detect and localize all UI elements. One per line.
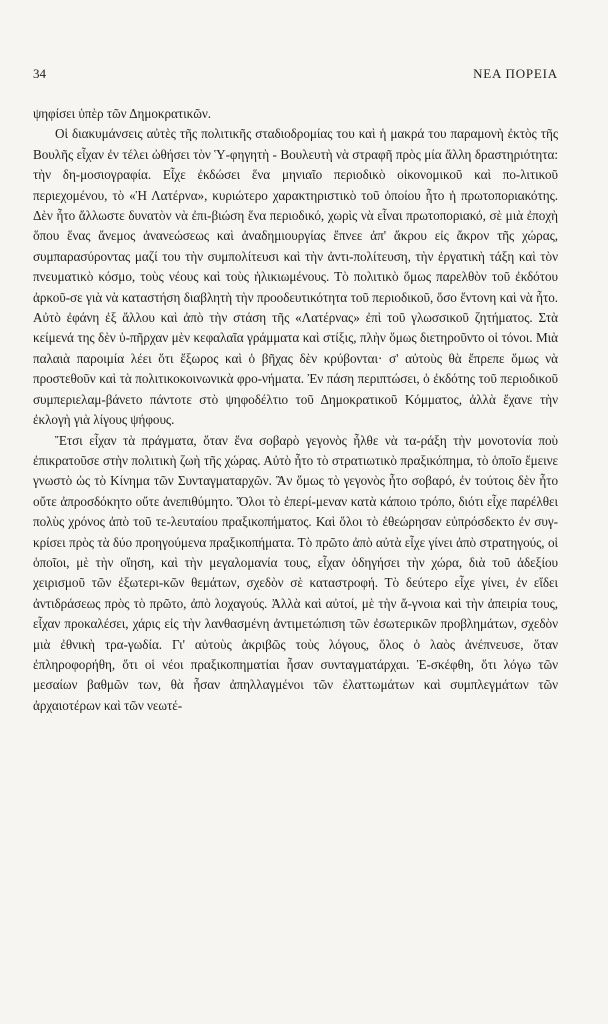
page-number: 34 <box>33 66 46 81</box>
paragraph: Οἱ διακυμάνσεις αὐτὲς τῆς πολιτικῆς σταδιοδρομίας του καὶ ἡ μακρά του παραμονὴ ἐκτὸς τῆς Βουλῆς εἶχαν ἐν τέλει ὠθήσει τὸν Ὑ-φηγητὴ - Βουλευτὴ νὰ στραφῆ πρὸς μία ἄλλη δραστηριότητα: τὴν δη-μοσιογραφία. Εἶχε ἐκδώσει ἕνα μηνιαῖο περιοδικὸ οἰκονομικοῦ καὶ πο-λιτικοῦ περιεχομένου, τὸ «Ἡ Λατέρνα», κυριώτερο χαρακτηριστικὸ τοῦ ὁποίου ἦτο ἡ πρωτοποριακότης. Δὲν ἦτο ἄλλωστε δυνατὸν νὰ ἐπι-βιώση ἕνα περιοδικό, χωρὶς νὰ εἶναι πρωτοποριακό, σὲ μιὰ ἐποχὴ ὅπου ἕνας ἄνεμος ἀνανεώσεως καὶ ἀναδημιουργίας ἔπνεε ἀπ' ἄκρου εἰς ἄκρον τῆς χώρας, συμπαρασύροντας μαζί του τὴν συμπολίτευσι καὶ τὴν ἀντι-πολίτευση, τὴν ἐργατικὴ τάξη καὶ τὸν πνευματικὸ κόσμο, τοὺς νέους καὶ τοὺς ἡλικιωμένους. Τὸ πολιτικὸ ὅμως παρελθὸν τοῦ ἐκδότου ἀρκοῦ-σε γιὰ νὰ καταστήση διαβλητὴ τὴν προοδευτικότητα τοῦ περιοδικοῦ, ὅσο ἔντονη καὶ νὰ ἦτο. Αὐτὸ ἐφάνη ἐξ ἄλλου καὶ ἀπὸ τὴν στάση τῆς «Λατέρνας» ἐπὶ τοῦ γλωσσικοῦ ζητήματος. Στὰ κείμενά της δὲν ὑ-πῆρχαν μὲν κεφαλαῖα γράμματα καὶ στίξις, πλὴν ὅμως διετηροῦντο οἱ τόνοι. Μιὰ παλαιὰ παροιμία λέει ὅτι ἔξωρος καὶ ὁ βῆχας δὲν κρύβονται· σ' αὐτοὺς θὰ ἔπρεπε ὅμως νὰ προστεθοῦν καὶ τὰ πολιτικοκοινωνικὰ φρο-νήματα. Ἐν πάση περιπτώσει, ὁ ἐκδότης τοῦ περιοδικοῦ συμπεριελαμ-βάνετο πάντοτε στὸ ψηφοδέλτιο τοῦ Δημοκρατικοῦ Κόμματος, ἀλλὰ ἔχανε τὴν ἐκλογὴ γιὰ λίγους ψήφους. <box>33 126 558 428</box>
page-header <box>33 66 558 84</box>
running-title: ΝΕΑ ΠΟΡΕΙΑ <box>473 66 558 81</box>
paragraph-continued: ψηφίσει ὑπὲρ τῶν Δημοκρατικῶν. <box>33 106 212 121</box>
paragraph: Ἔτσι εἶχαν τὰ πράγματα, ὅταν ἕνα σοβαρὸ γεγονὸς ἦλθε νὰ τα-ράξη τὴν μονοτονία ποὺ ἐπικρατοῦσε στὴν πολιτικὴ ζωὴ τῆς χώρας. Αὐτὸ ἦτο τὸ στρατιωτικὸ πραξικόπημα, τὸ ὁποῖο ἔμεινε γνωστὸ ὡς τὸ Κίνημα τῶν Συνταγματαρχῶν. Ἂν ὅμως τὸ γεγονὸς ἦτο σοβαρό, ἐν τούτοις δὲν ἦτο οὔτε ἀπροσδόκητο οὔτε ἀνεπιθύμητο. Ὅλοι τὸ ἐπερί-μεναν κατὰ κάποιο τρόπο, διότι εἶχε παρέλθει πολὺς χρόνος ἀπὸ τοῦ τε-λευταίου πραξικοπήματος. Καὶ ὅλοι τὸ ἐθεώρησαν εὐπρόσδεκτο ἐν συγ-κρίσει πρὸς τὰ δύο προηγούμενα πραξικοπήματα. Τὸ πρῶτο ἀπὸ αὐτὰ εἶχε γίνει ἀπὸ στρατηγούς, οἱ ὁποῖοι, μὲ τὴν οἴηση, καὶ τὴν μεγαλομανία τους, εἶχαν ὁδηγήσει τὴν χώρα, διὰ τοῦ ἀδεξίου χειρισμοῦ τῶν ἐξωτερι-κῶν θεμάτων, σχεδὸν σὲ καταστροφή. Τὸ δεύτερο εἶχε γίνει, ἐν εἴδει ἀντιδράσεως πρὸς τὸ πρῶτο, ἀπὸ λοχαγούς. Ἀλλὰ καὶ αὐτοί, μὲ τὴν ἄ-γνοια καὶ τὴν ἀπειρία τους, εἶχαν προκαλέσει, χάρις εἰς τὴν λανθασμένη ἀντιμετώπιση τῶν ἐσωτερικῶν προβλημάτων, σχεδὸν μιὰ ἐθνικὴ τρα-γωδία. Γι' αὐτοὺς ἀκριβῶς τοὺς λόγους, ὅλος ὁ λαὸς ἀνέπνευσε, ὅταν ἐπληροφορήθη, ὅτι οἱ νέοι πραξικοπηματίαι ἦσαν συνταγματάρχαι. Ἐ-σκέφθη, ὅτι λόγω τῶν μεσαίων βαθμῶν των, θὰ ἦσαν ἀπηλλαγμένοι τῶν ἐλαττωμάτων καὶ συμπλεγμάτων τῶν ἀρχαιοτέρων καὶ τῶν νεωτέ- <box>33 432 558 713</box>
body-text <box>33 104 558 716</box>
